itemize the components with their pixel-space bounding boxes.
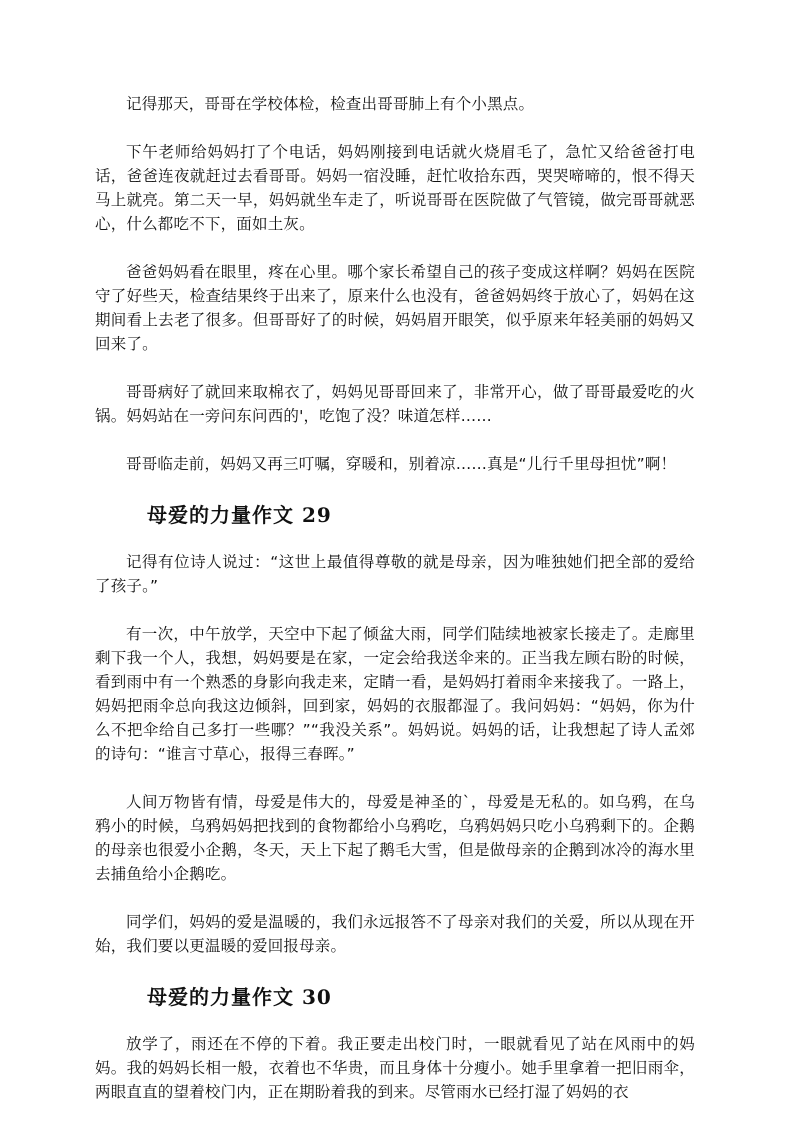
- paragraph: 爸爸妈妈看在眼里，疼在心里。哪个家长希望自己的孩子变成这样啊？妈妈在医院守了好些天，检查结果终于出来了，原来什么也没有，爸爸妈妈终于放心了，妈妈在这期间看上去老了很多。但哥哥好了的时候，妈妈眉开眼笑，似乎原来年轻美丽的妈妈又回来了。: [95, 263, 695, 353]
- paragraph: 人间万物皆有情，母爱是伟大的，母爱是神圣的`，母爱是无私的。如乌鸦，在乌鸦小的时候，乌鸦妈妈把找到的食物都给小乌鸦吃，乌鸦妈妈只吃小乌鸦剩下的。企鹅的母亲也很爱小企鹅，冬天，天上下起了鹅毛大雪，但是做母亲的企鹅到冰冷的海水里去捕鱼给小企鹅吃。: [95, 793, 695, 883]
- paragraph: 记得那天，哥哥在学校体检，检查出哥哥肺上有个小黑点。: [126, 95, 535, 113]
- paragraph: 有一次，中午放学，天空中下起了倾盆大雨，同学们陆续地被家长接走了。走廊里剩下我一个人，我想，妈妈要是在家，一定会给我送伞来的。正当我左顾右盼的时候，看到雨中有一个熟悉的身影向我走来，定睛一看，是妈妈打着雨伞来接我了。一路上，妈妈把雨伞总向我这边倾斜，回到家，妈妈的衣服都湿了。我问妈妈：“妈妈，你为什么不把伞给自己多打一些哪？”“我没关系”。妈妈说。妈妈的话，让我想起了诗人孟郊的诗句：“谁言寸草心，报得三春晖。”: [95, 625, 695, 763]
- paragraph: 同学们，妈妈的爱是温暖的，我们永远报答不了母亲对我们的关爱，所以从现在开始，我们要以更温暖的爱回报母亲。: [95, 913, 695, 955]
- document-body: [95, 92, 695, 1128]
- section-heading-29: 母爱的力量作文 29: [147, 503, 332, 527]
- paragraph: 哥哥病好了就回来取棉衣了，妈妈见哥哥回来了，非常开心，做了哥哥最爱吃的火锅。妈妈站在一旁问东问西的'，吃饱了没？味道怎样……: [95, 383, 695, 425]
- section-heading-30: 母爱的力量作文 30: [147, 985, 332, 1009]
- paragraph: 下午老师给妈妈打了个电话，妈妈刚接到电话就火烧眉毛了，急忙又给爸爸打电话，爸爸连夜就赶过去看哥哥。妈妈一宿没睡，赶忙收拾东西，哭哭啼啼的，恨不得天马上就亮。第二天一早，妈妈就坐车走了，听说哥哥在医院做了气管镜，做完哥哥就恶心，什么都吃不下，面如土灰。: [95, 143, 695, 233]
- paragraph: 哥哥临走前，妈妈又再三叮嘱，穿暖和，别着凉……真是“儿行千里母担忧”啊！: [126, 455, 677, 473]
- paragraph: 放学了，雨还在不停的下着。我正要走出校门时，一眼就看见了站在风雨中的妈妈。我的妈妈长相一般，衣着也不华贵，而且身体十分瘦小。她手里拿着一把旧雨伞，两眼直直的望着校门内，正在期盼着我的到来。尽管雨水已经打湿了妈妈的衣: [95, 1035, 695, 1101]
- paragraph: 记得有位诗人说过：“这世上最值得尊敬的就是母亲，因为唯独她们把全部的爱给了孩子。”: [95, 553, 695, 595]
